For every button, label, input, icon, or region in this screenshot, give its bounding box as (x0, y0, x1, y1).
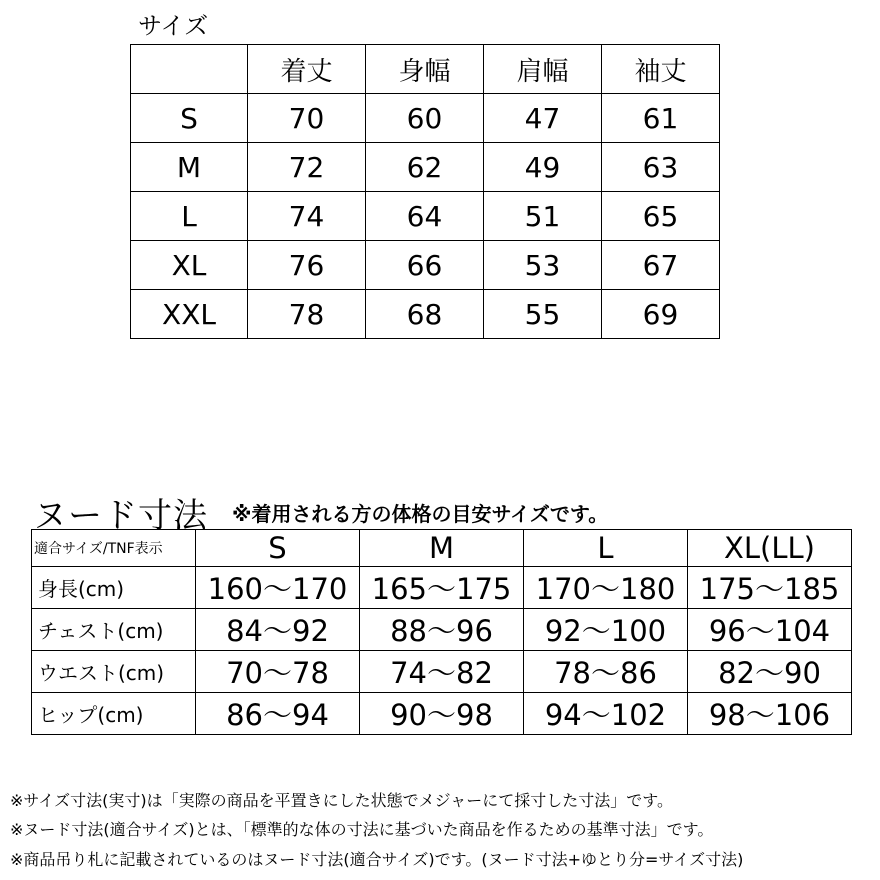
table-cell: 61 (602, 94, 720, 143)
table-cell: 70〜78 (196, 651, 360, 693)
nude-table-title: ヌード寸法 (33, 496, 208, 536)
size-header-corner (131, 45, 248, 94)
table-row (32, 651, 852, 693)
table-cell: 64 (366, 192, 484, 241)
table-cell: 92〜100 (524, 609, 688, 651)
table-cell: 66 (366, 241, 484, 290)
table-row (32, 567, 852, 609)
nude-header-m: M (360, 530, 524, 567)
measure-label: チェスト(cm) (32, 609, 196, 651)
footnote: ※商品吊り札に記載されているのはヌード寸法(適合サイズ)です。(ヌード寸法+ゆとり分=サイズ寸法) (10, 850, 744, 869)
table-cell: 62 (366, 143, 484, 192)
nude-table-header-row (32, 530, 852, 567)
table-cell: 74〜82 (360, 651, 524, 693)
table-cell: 72 (248, 143, 366, 192)
table-cell: 55 (484, 290, 602, 339)
table-cell: 175〜185 (688, 567, 852, 609)
size-table-header-row (131, 45, 720, 94)
table-cell: 47 (484, 94, 602, 143)
table-row (32, 609, 852, 651)
nude-header-s: S (196, 530, 360, 567)
table-cell: 65 (602, 192, 720, 241)
table-cell: 67 (602, 241, 720, 290)
size-label: XL (131, 241, 248, 290)
measure-label: 身長(cm) (32, 567, 196, 609)
table-cell: 69 (602, 290, 720, 339)
nude-header-l: L (524, 530, 688, 567)
size-label: L (131, 192, 248, 241)
size-header-shoulder: 肩幅 (484, 45, 602, 94)
table-cell: 76 (248, 241, 366, 290)
size-label: M (131, 143, 248, 192)
measure-label: ヒップ(cm) (32, 693, 196, 735)
table-cell: 88〜96 (360, 609, 524, 651)
table-cell: 94〜102 (524, 693, 688, 735)
nude-size-table (31, 529, 852, 735)
table-cell: 70 (248, 94, 366, 143)
table-cell: 68 (366, 290, 484, 339)
table-row (131, 241, 720, 290)
table-cell: 49 (484, 143, 602, 192)
nude-table-note: ※着用される方の体格の目安サイズです。 (232, 502, 609, 526)
table-row (131, 192, 720, 241)
table-row (131, 94, 720, 143)
nude-header-label: 適合サイズ/TNF表示 (32, 530, 196, 567)
table-cell: 84〜92 (196, 609, 360, 651)
table-cell: 98〜106 (688, 693, 852, 735)
table-row (32, 693, 852, 735)
table-row (131, 290, 720, 339)
footnote: ※ヌード寸法(適合サイズ)とは、「標準的な体の寸法に基づいた商品を作るための基準寸法」です。 (10, 820, 714, 839)
size-header-width: 身幅 (366, 45, 484, 94)
table-cell: 78〜86 (524, 651, 688, 693)
table-cell: 165〜175 (360, 567, 524, 609)
table-cell: 160〜170 (196, 567, 360, 609)
table-row (131, 143, 720, 192)
table-cell: 51 (484, 192, 602, 241)
table-cell: 53 (484, 241, 602, 290)
table-cell: 86〜94 (196, 693, 360, 735)
size-label: XXL (131, 290, 248, 339)
nude-header-xl: XL(LL) (688, 530, 852, 567)
table-cell: 78 (248, 290, 366, 339)
size-header-sleeve: 袖丈 (602, 45, 720, 94)
measure-label: ウエスト(cm) (32, 651, 196, 693)
table-cell: 82〜90 (688, 651, 852, 693)
table-cell: 170〜180 (524, 567, 688, 609)
size-table-title: サイズ (138, 12, 209, 40)
size-header-length: 着丈 (248, 45, 366, 94)
table-cell: 60 (366, 94, 484, 143)
table-cell: 90〜98 (360, 693, 524, 735)
footnote: ※サイズ寸法(実寸)は「実際の商品を平置きにした状態でメジャーにて採寸した寸法」です。 (10, 791, 674, 810)
size-label: S (131, 94, 248, 143)
size-table (130, 44, 720, 339)
table-cell: 74 (248, 192, 366, 241)
table-cell: 63 (602, 143, 720, 192)
table-cell: 96〜104 (688, 609, 852, 651)
